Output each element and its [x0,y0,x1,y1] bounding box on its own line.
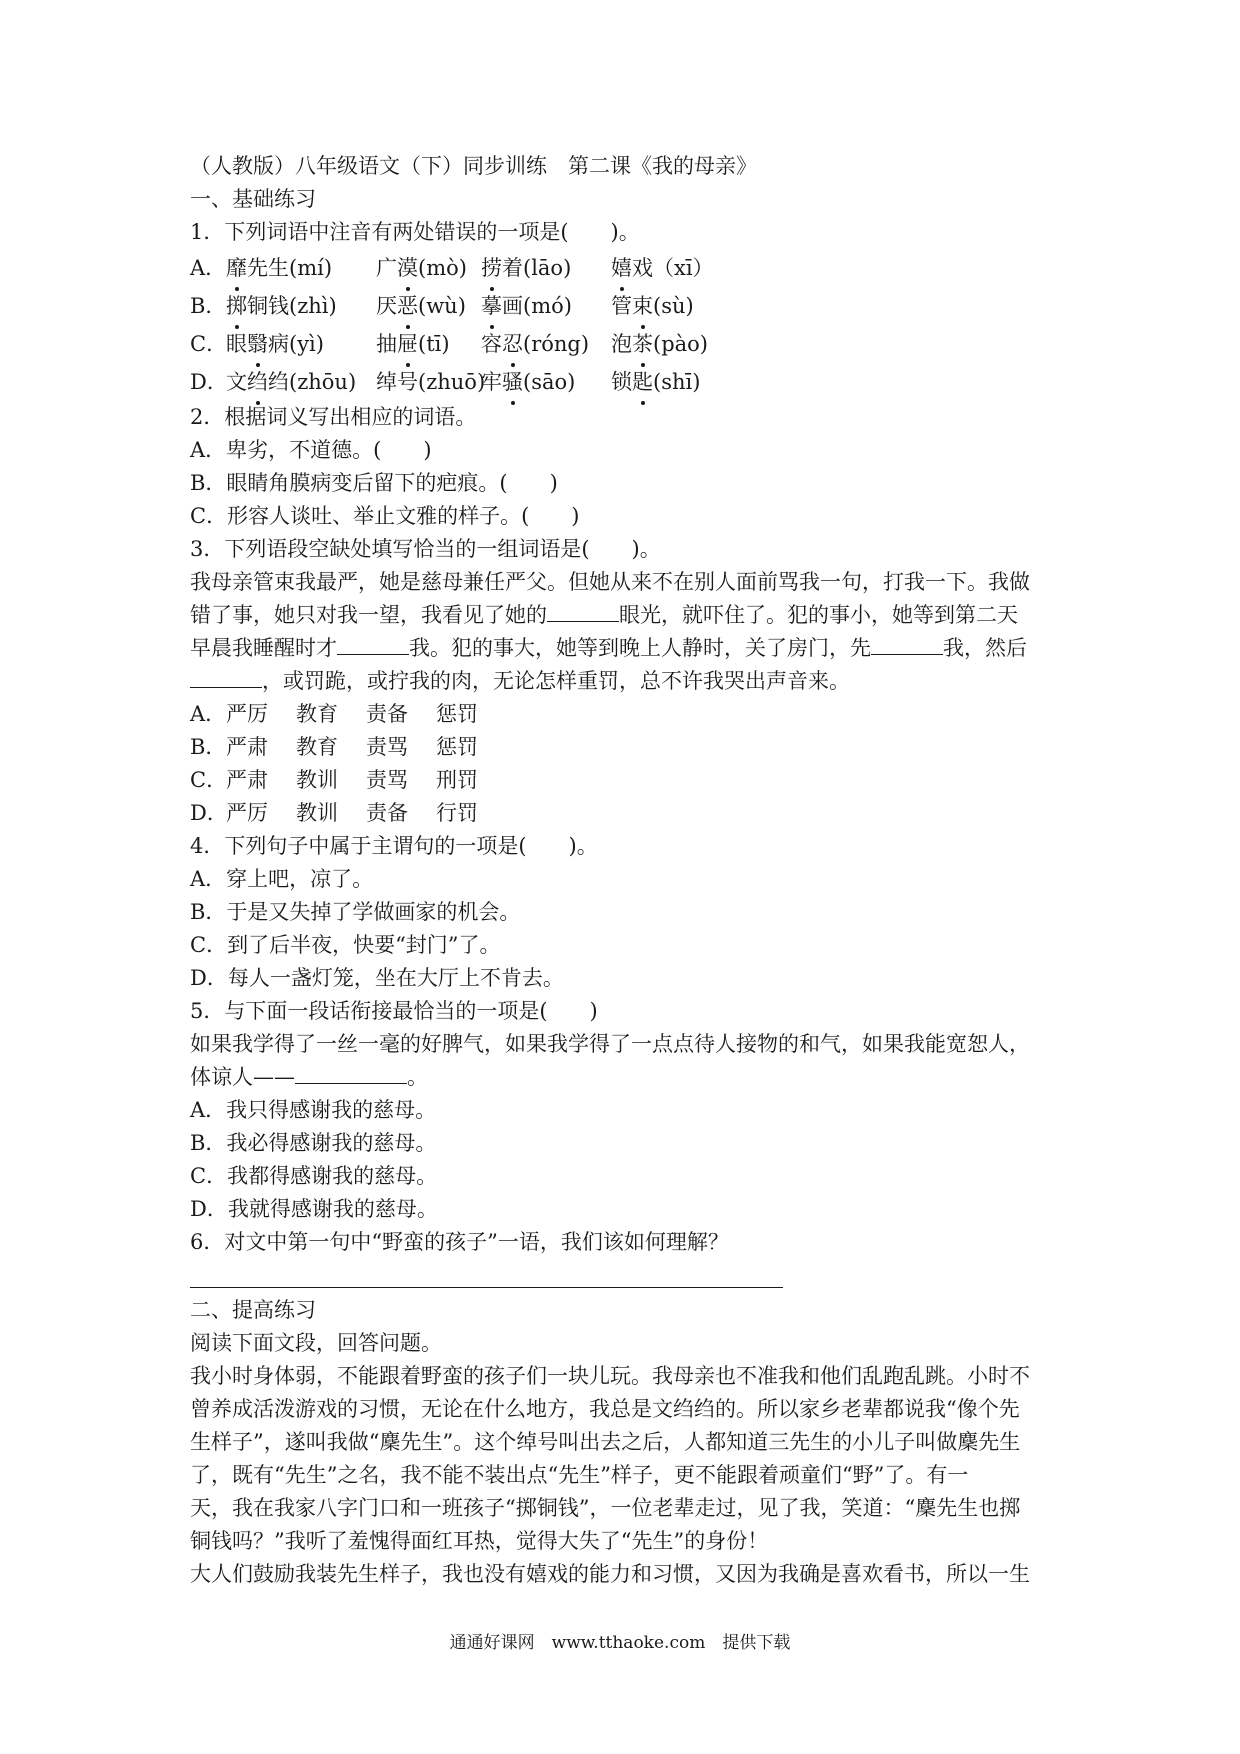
option-word: 严厉 [226,702,268,726]
question-5-passage-line [190,1061,1070,1094]
marked-character: 骚 [502,363,523,401]
word-pinyin: (sù) [653,294,694,318]
passage-text: 眼光，就吓住了。犯的事小，她等到第二天 [619,603,1018,627]
question-6-stem: 6．对文中第一句中“野蛮的孩子”一语，我们该如何理解？ [190,1230,729,1254]
marked-character: 漠 [397,249,418,287]
option-word [481,363,611,401]
passage-text: 。 [407,1065,428,1089]
option-word [611,363,741,401]
marked-character: 嬉 [611,249,632,287]
word-pinyin: (mò) [418,256,467,280]
word-text: 牢 [481,370,502,394]
marked-character: 屉 [397,325,418,363]
question-3-option-row [190,698,1070,731]
marked-character: 恶 [397,287,418,325]
fill-blank [871,634,943,655]
question-5-option-a: A．我只得感谢我的慈母。 [190,1098,437,1122]
word-text: 绰 [376,370,397,394]
option-word: 责骂 [366,768,408,792]
option-word [226,325,376,363]
marked-character: 忍 [502,325,523,363]
word-text: 抽 [376,332,397,356]
word-pinyin: 着(lāo) [502,256,572,280]
answer-line [190,1287,783,1288]
word-pinyin: 铜钱(zhì) [247,294,337,318]
question-2-option-c: C．形容人谈吐、举止文雅的样子。( ) [190,504,580,528]
marked-character: 茶 [632,325,653,363]
word-pinyin: (róng) [523,332,590,356]
reading-passage-line: 铜钱吗？”我听了羞愧得面红耳热，觉得大失了“先生”的身份！ [190,1529,769,1553]
option-label: C． [190,332,228,356]
passage-text: ，或罚跪，或拧我的肉，无论怎样重罚，总不许我哭出声音来。 [262,669,850,693]
reading-intro: 阅读下面文段，回答问题。 [190,1331,442,1355]
option-word: 教育 [296,702,338,726]
word-pinyin: 号(zhuō) [397,370,486,394]
question-1-options [190,249,1070,401]
passage-text: 我，然后 [943,636,1027,660]
fill-blank [295,1063,407,1084]
word-pinyin: 画(mó) [502,294,572,318]
option-word: 严肃 [226,768,268,792]
question-2-stem: 2．根据词义写出相应的词语。 [190,405,477,429]
word-text: 容 [481,332,502,356]
passage-text: 体谅人—— [190,1065,295,1089]
option-word: 责备 [366,702,408,726]
option-word [611,325,741,363]
word-text: 文 [226,370,247,394]
footer-source: 通通好课网 www.tthaoke.com 提供下载 [449,1633,791,1653]
option-label: D． [190,370,228,394]
marked-character: 束 [632,287,653,325]
question-1-option-row [190,363,1070,401]
option-word [611,287,741,325]
reading-passage-line: 了，既有“先生”之名，我不能不装出点“先生”样子，更不能跟着顽童们“野”了。有一 [190,1463,969,1487]
section-heading-basic: 一、基础练习 [190,187,316,211]
section-heading-advanced: 二、提高练习 [190,1298,316,1322]
option-label: B． [190,294,227,318]
marked-character: 掷 [226,287,247,325]
word-text: 锁 [611,370,632,394]
reading-passage-line: 天，我在我家八字门口和一班孩子“掷铜钱”，一位老辈走过，见了我，笑道：“麇先生也掷 [190,1496,1021,1520]
question-3-options [190,698,1070,830]
option-word: 责备 [366,801,408,825]
question-4-option-c: C．到了后半夜，快要“封门”了。 [190,933,501,957]
word-pinyin: 先生(mí) [247,256,333,280]
question-3-option-row [190,731,1070,764]
word-pinyin: (tī) [418,332,450,356]
option-word [481,249,611,287]
option-word [226,363,376,401]
fill-blank [337,634,409,655]
option-word [611,249,741,287]
question-3-option-row [190,797,1070,830]
word-text: 眼 [226,332,247,356]
word-pinyin: (sāo) [523,370,576,394]
question-3-passage-line: 我母亲管束我最严，她是慈母兼任严父。但她从来不在别人面前骂我一句，打我一下。我做 [190,570,1030,594]
option-word: 严厉 [226,801,268,825]
question-4-option-d: D．每人一盏灯笼，坐在大厅上不肯去。 [190,966,564,990]
question-3-passage-line [190,599,1070,632]
question-3-passage-line [190,665,1070,698]
question-1-option-row [190,287,1070,325]
option-word: 行罚 [436,801,478,825]
word-pinyin: 病(yì) [268,332,324,356]
word-pinyin: (pào) [653,332,708,356]
option-label: A． [190,256,227,280]
marked-character: 绉 [247,363,268,401]
word-pinyin: (wù) [418,294,466,318]
option-word [376,363,486,401]
question-5-passage-line: 如果我学得了一丝一毫的好脾气，如果我学得了一点点待人接物的和气，如果我能宽恕人， [190,1032,1030,1056]
option-word: 责骂 [366,735,408,759]
passage-text: 我。犯的事大，她等到晚上人静时，关了房门，先 [409,636,871,660]
question-4-option-b: B．于是又失掉了学做画家的机会。 [190,900,521,924]
question-2-option-a: A．卑劣，不道德。( ) [190,438,432,462]
question-3-passage-line [190,632,1070,665]
question-5-option-d: D．我就得感谢我的慈母。 [190,1197,438,1221]
option-word: 惩罚 [436,702,478,726]
option-word [376,249,481,287]
option-word: 刑罚 [436,768,478,792]
question-1-stem: 1．下列词语中注音有两处错误的一项是( )。 [190,220,640,244]
question-5-option-b: B．我必得感谢我的慈母。 [190,1131,437,1155]
reading-passage-line: 生样子”，遂叫我做“麇先生”。这个绰号叫出去之后，人都知道三先生的小儿子叫做麇先生 [190,1430,1021,1454]
passage-text: 错了事，她只对我一望，我看见了她的 [190,603,547,627]
question-3-option-row [190,764,1070,797]
option-word: 教训 [296,768,338,792]
word-text: 泡 [611,332,632,356]
option-label: A． [190,702,227,726]
question-5-option-c: C．我都得感谢我的慈母。 [190,1164,438,1188]
option-word [376,325,481,363]
word-text: 管 [611,294,632,318]
option-word: 教训 [296,801,338,825]
word-text: 厌 [376,294,397,318]
option-word: 严肃 [226,735,268,759]
marked-character: 翳 [247,325,268,363]
marked-character: 摹 [481,287,502,325]
word-text: 广 [376,256,397,280]
question-1-option-row [190,249,1070,287]
option-word: 教育 [296,735,338,759]
fill-blank [190,667,262,688]
question-2-option-b: B．眼睛角膜病变后留下的疤痕。( ) [190,471,558,495]
page-title: （人教版）八年级语文（下）同步训练 第二课《我的母亲》 [190,154,757,178]
question-3-stem: 3．下列语段空缺处填写恰当的一组词语是( )。 [190,537,661,561]
option-label: B． [190,735,227,759]
option-word [376,287,481,325]
fill-blank [547,601,619,622]
passage-text: 早晨我睡醒时才 [190,636,337,660]
option-label: D． [190,801,228,825]
word-pinyin: 戏（xī） [632,256,714,280]
worksheet-page [190,150,1070,1591]
option-word [481,287,611,325]
question-5-stem: 5．与下面一段话衔接最恰当的一项是( ) [190,999,598,1023]
reading-passage-line: 曾养成活泼游戏的习惯，无论在什么地方，我总是文绉绉的。所以家乡老辈都说我“像个先 [190,1397,1020,1421]
option-word: 惩罚 [436,735,478,759]
reading-passage-line: 大人们鼓励我装先生样子，我也没有嬉戏的能力和习惯，又因为我确是喜欢看书，所以一生 [190,1562,1030,1586]
marked-character: 靡 [226,249,247,287]
marked-character: 匙 [632,363,653,401]
question-4-option-a: A．穿上吧，凉了。 [190,867,374,891]
option-word [226,287,376,325]
reading-passage-line: 我小时身体弱，不能跟着野蛮的孩子们一块儿玩。我母亲也不准我和他们乱跑乱跳。小时不 [190,1364,1030,1388]
option-word [226,249,376,287]
question-4-stem: 4．下列句子中属于主谓句的一项是( )。 [190,834,598,858]
marked-character: 捞 [481,249,502,287]
option-label: C． [190,768,228,792]
option-word [481,325,611,363]
word-pinyin: 绉(zhōu) [268,370,357,394]
word-pinyin: (shī) [653,370,701,394]
question-1-option-row [190,325,1070,363]
